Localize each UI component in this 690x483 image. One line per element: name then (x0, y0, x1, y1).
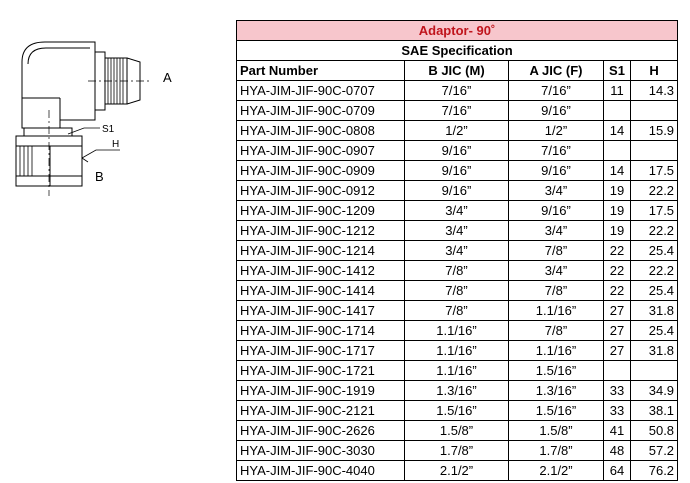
cell-a-jic-f: 9/16” (509, 161, 604, 181)
cell-part-number: HYA-JIM-JIF-90C-1212 (237, 221, 405, 241)
cell-h: 25.4 (631, 281, 678, 301)
cell-b-jic-m: 1/2” (405, 121, 509, 141)
table-row (237, 181, 678, 201)
cell-h: 31.8 (631, 341, 678, 361)
cell-h: 34.9 (631, 381, 678, 401)
cell-h (631, 101, 678, 121)
table-subtitle: SAE Specification (237, 41, 678, 61)
table-row (237, 121, 678, 141)
cell-b-jic-m: 1.1/16” (405, 321, 509, 341)
header-part-number: Part Number (237, 61, 405, 81)
cell-h: 14.3 (631, 81, 678, 101)
cell-s1: 27 (604, 341, 631, 361)
adaptor-90-drawing (0, 0, 236, 483)
cell-s1: 27 (604, 301, 631, 321)
cell-part-number: HYA-JIM-JIF-90C-0709 (237, 101, 405, 121)
cell-part-number: HYA-JIM-JIF-90C-3030 (237, 441, 405, 461)
cell-s1: 19 (604, 201, 631, 221)
cell-a-jic-f: 9/16” (509, 201, 604, 221)
cell-s1: 14 (604, 121, 631, 141)
cell-h: 38.1 (631, 401, 678, 421)
cell-h: 22.2 (631, 221, 678, 241)
cell-part-number: HYA-JIM-JIF-90C-0912 (237, 181, 405, 201)
header-h: H (631, 61, 678, 81)
table-row (237, 441, 678, 461)
table-row (237, 421, 678, 441)
cell-h: 22.2 (631, 261, 678, 281)
table-row (237, 361, 678, 381)
cell-b-jic-m: 1.5/16” (405, 401, 509, 421)
table-row (237, 241, 678, 261)
cell-s1: 27 (604, 321, 631, 341)
cell-s1: 33 (604, 381, 631, 401)
cell-b-jic-m: 7/16” (405, 81, 509, 101)
cell-s1: 14 (604, 161, 631, 181)
cell-s1: 22 (604, 241, 631, 261)
cell-part-number: HYA-JIM-JIF-90C-2121 (237, 401, 405, 421)
cell-part-number: HYA-JIM-JIF-90C-0707 (237, 81, 405, 101)
cell-b-jic-m: 2.1/2” (405, 461, 509, 481)
cell-a-jic-f: 7/8” (509, 241, 604, 261)
cell-s1 (604, 141, 631, 161)
cell-b-jic-m: 9/16” (405, 161, 509, 181)
cell-part-number: HYA-JIM-JIF-90C-1717 (237, 341, 405, 361)
cell-s1: 11 (604, 81, 631, 101)
cell-s1: 41 (604, 421, 631, 441)
cell-a-jic-f: 3/4” (509, 181, 604, 201)
cell-a-jic-f: 1.5/16” (509, 361, 604, 381)
cell-a-jic-f: 7/8” (509, 321, 604, 341)
cell-part-number: HYA-JIM-JIF-90C-1417 (237, 301, 405, 321)
cell-part-number: HYA-JIM-JIF-90C-0909 (237, 161, 405, 181)
cell-b-jic-m: 1.7/8” (405, 441, 509, 461)
table-row (237, 81, 678, 101)
cell-a-jic-f: 1.5/8” (509, 421, 604, 441)
cell-part-number: HYA-JIM-JIF-90C-1714 (237, 321, 405, 341)
cell-a-jic-f: 7/16” (509, 141, 604, 161)
cell-b-jic-m: 3/4” (405, 241, 509, 261)
cell-s1: 33 (604, 401, 631, 421)
table-row (237, 101, 678, 121)
cell-part-number: HYA-JIM-JIF-90C-1412 (237, 261, 405, 281)
spec-table (236, 20, 678, 481)
table-title-row (237, 21, 678, 41)
table-row (237, 261, 678, 281)
table-row (237, 221, 678, 241)
header-b-jic-m: B JIC (M) (405, 61, 509, 81)
cell-part-number: HYA-JIM-JIF-90C-2626 (237, 421, 405, 441)
cell-part-number: HYA-JIM-JIF-90C-1209 (237, 201, 405, 221)
table-row (237, 401, 678, 421)
cell-a-jic-f: 1.1/16” (509, 301, 604, 321)
cell-b-jic-m: 1.5/8” (405, 421, 509, 441)
header-s1: S1 (604, 61, 631, 81)
cell-h: 25.4 (631, 321, 678, 341)
cell-s1 (604, 361, 631, 381)
table-row (237, 301, 678, 321)
cell-b-jic-m: 9/16” (405, 181, 509, 201)
cell-part-number: HYA-JIM-JIF-90C-1214 (237, 241, 405, 261)
cell-h (631, 141, 678, 161)
cell-a-jic-f: 9/16” (509, 101, 604, 121)
cell-s1: 48 (604, 441, 631, 461)
table-row (237, 161, 678, 181)
cell-b-jic-m: 1.1/16” (405, 341, 509, 361)
cell-s1: 64 (604, 461, 631, 481)
cell-part-number: HYA-JIM-JIF-90C-1721 (237, 361, 405, 381)
cell-h: 31.8 (631, 301, 678, 321)
cell-b-jic-m: 7/8” (405, 281, 509, 301)
cell-s1: 19 (604, 181, 631, 201)
cell-h: 15.9 (631, 121, 678, 141)
header-a-jic-f: A JIC (F) (509, 61, 604, 81)
cell-part-number: HYA-JIM-JIF-90C-0907 (237, 141, 405, 161)
cell-h: 25.4 (631, 241, 678, 261)
table-row (237, 381, 678, 401)
label-b: B (95, 169, 104, 184)
cell-h: 76.2 (631, 461, 678, 481)
cell-a-jic-f: 1.5/16” (509, 401, 604, 421)
cell-b-jic-m: 3/4” (405, 221, 509, 241)
cell-s1: 19 (604, 221, 631, 241)
table-row (237, 281, 678, 301)
cell-a-jic-f: 1.3/16” (509, 381, 604, 401)
table-row (237, 321, 678, 341)
cell-a-jic-f: 1.7/8” (509, 441, 604, 461)
cell-a-jic-f: 7/8” (509, 281, 604, 301)
cell-a-jic-f: 1/2” (509, 121, 604, 141)
cell-part-number: HYA-JIM-JIF-90C-4040 (237, 461, 405, 481)
cell-b-jic-m: 9/16” (405, 141, 509, 161)
cell-h: 50.8 (631, 421, 678, 441)
table-row (237, 461, 678, 481)
cell-part-number: HYA-JIM-JIF-90C-1414 (237, 281, 405, 301)
cell-s1: 22 (604, 281, 631, 301)
cell-h (631, 361, 678, 381)
cell-b-jic-m: 3/4” (405, 201, 509, 221)
cell-h: 17.5 (631, 161, 678, 181)
table-row (237, 201, 678, 221)
cell-s1: 22 (604, 261, 631, 281)
cell-a-jic-f: 2.1/2” (509, 461, 604, 481)
label-a: A (163, 70, 172, 85)
cell-a-jic-f: 3/4” (509, 261, 604, 281)
cell-a-jic-f: 1.1/16” (509, 341, 604, 361)
table-row (237, 141, 678, 161)
label-h: H (112, 139, 120, 150)
table-header-row (237, 61, 678, 81)
table-row (237, 341, 678, 361)
cell-h: 17.5 (631, 201, 678, 221)
table-subtitle-row (237, 41, 678, 61)
cell-part-number: HYA-JIM-JIF-90C-0808 (237, 121, 405, 141)
cell-b-jic-m: 7/16” (405, 101, 509, 121)
label-s1: S1 (102, 124, 115, 135)
cell-s1 (604, 101, 631, 121)
cell-h: 57.2 (631, 441, 678, 461)
cell-a-jic-f: 7/16” (509, 81, 604, 101)
cell-h: 22.2 (631, 181, 678, 201)
cell-part-number: HYA-JIM-JIF-90C-1919 (237, 381, 405, 401)
cell-b-jic-m: 7/8” (405, 261, 509, 281)
cell-a-jic-f: 3/4” (509, 221, 604, 241)
cell-b-jic-m: 7/8” (405, 301, 509, 321)
cell-b-jic-m: 1.1/16” (405, 361, 509, 381)
cell-b-jic-m: 1.3/16” (405, 381, 509, 401)
table-title: Adaptor- 90˚ (237, 21, 678, 41)
